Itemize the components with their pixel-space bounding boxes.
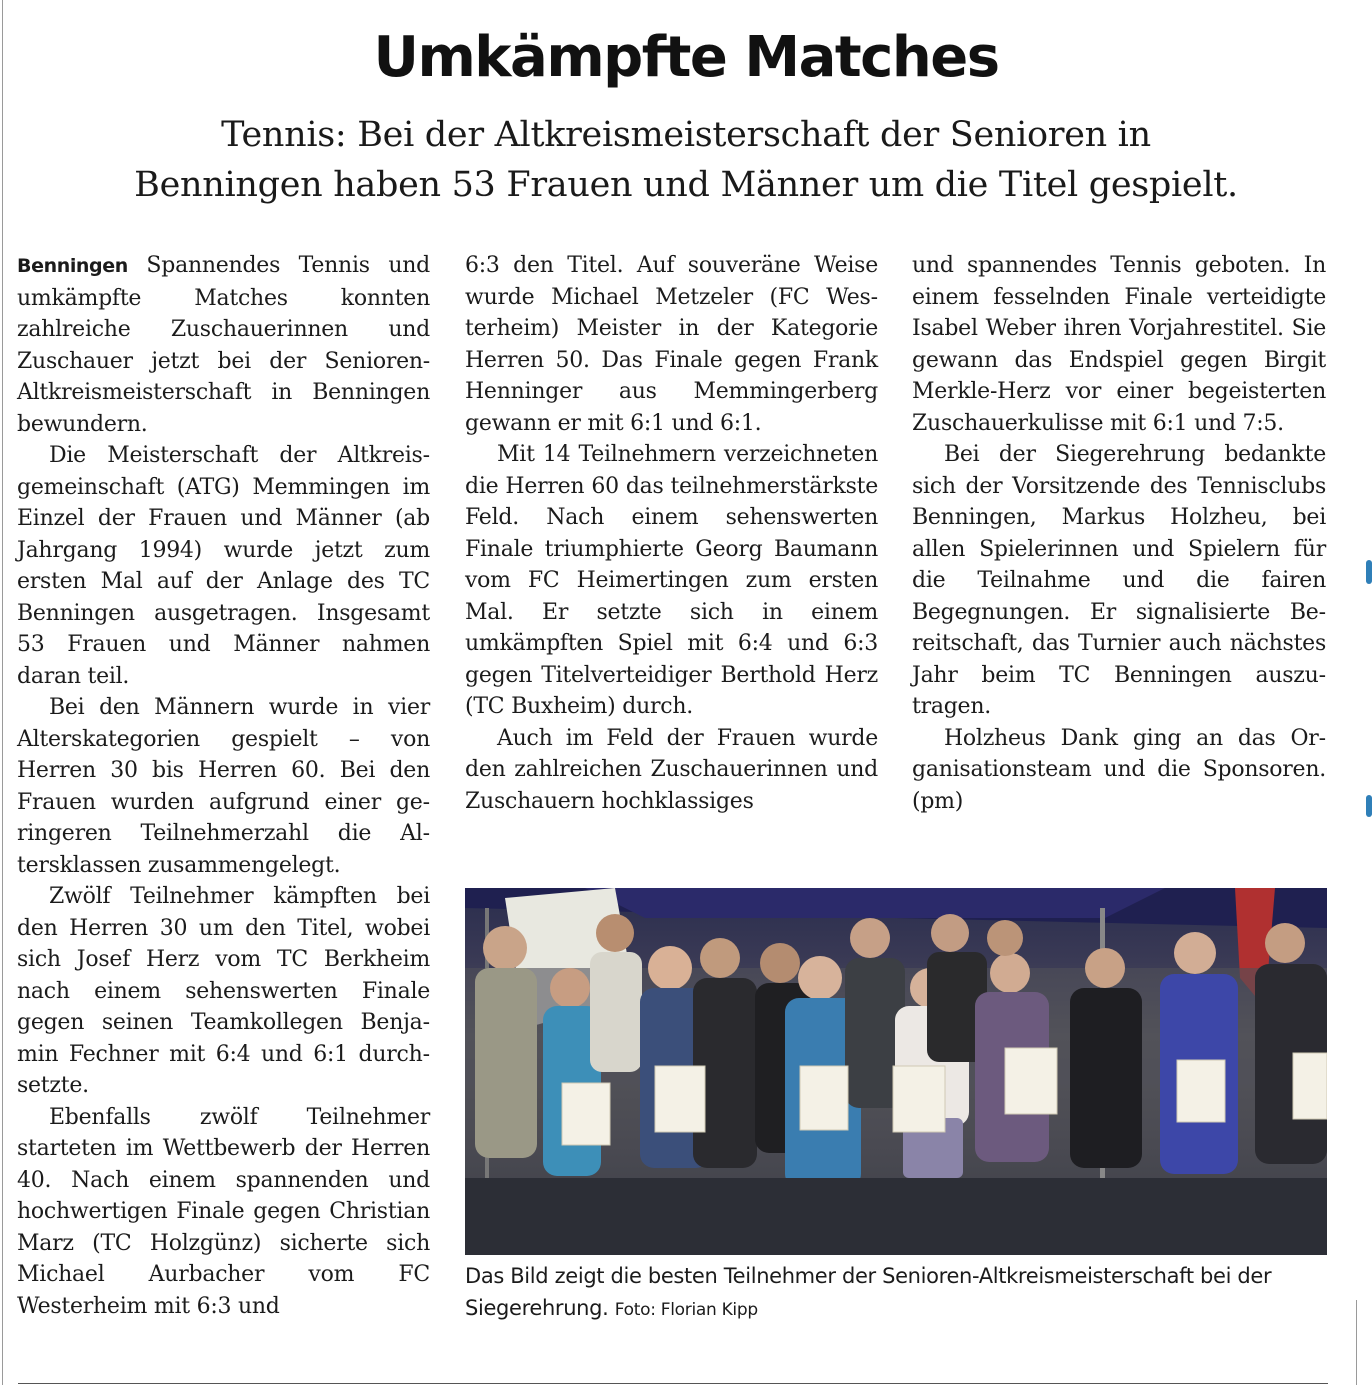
text-column-1 bbox=[17, 250, 430, 1322]
paragraph: Zwölf Teilnehmer kämpften bei den Herren 30 um den Titel, wobei sich Josef Herz vom TC Berkheim nach einem sehenswerten Finale gegen seinen Teamkollegen Benjamin Fechner mit 6:4 und 6:1 durchsetzte. bbox=[17, 884, 430, 1098]
subtitle-line-2: Benningen haben 53 Frauen und Männer um die Titel gespielt. bbox=[134, 165, 1238, 205]
text-column-3 bbox=[912, 250, 1326, 817]
paragraph: Auch im Feld der Frauen wurde den zahlreichen Zuschauerinnen und Zuschauern hochklassiges bbox=[465, 725, 878, 814]
group-photo-icon bbox=[465, 888, 1327, 1255]
headline: Umkämpfte Matches bbox=[373, 25, 999, 90]
paragraph: Die Meisterschaft der Altkreisgemeinschaft (ATG) Memmingen im Einzel der Frauen und Männer (ab Jahrgang 1994) wurde jetzt zum ersten Mal auf der Anlage des TC Benningen ausgetragen. Insgesamt 53 Frauen und Männer nahmen daran teil. bbox=[17, 443, 430, 689]
dateline: Benningen bbox=[17, 255, 128, 277]
paragraph-text: Spannendes Tennis und umkämpfte Matches konnten zahlreiche Zuschauerinnen und Zuschauer jetzt bei der Senioren-Altkreismeisterschaft in Benningen bewundern. bbox=[17, 253, 431, 437]
text-column-2 bbox=[465, 250, 878, 817]
photo-illustration bbox=[465, 888, 1327, 1255]
subtitle-line-1: Tennis: Bei der Altkreismeisterschaft der Senioren in bbox=[221, 115, 1151, 155]
left-border-rule bbox=[2, 0, 3, 1385]
caption-text: Das Bild zeigt die besten Teilnehmer der Senioren-Altkreismeisterschaft bei der Siegerehrung. bbox=[465, 1264, 1272, 1320]
paragraph: Mit 14 Teilnehmern verzeichneten die Herren 60 das teilnehmerstärkste Feld. Nach einem sehenswerten Finale triumphierte Georg Baumann vom FC Heimertingen zum ersten Mal. Er setzte sich in einem umkämpften Spiel mit 6:4 und 6:3 gegen Titelverteidiger Berthold Herz (TC Buxheim) durch. bbox=[465, 442, 878, 719]
paragraph: 6:3 den Titel. Auf souveräne Weise wurde Michael Metzeler (FC Westerheim) Meister in der Kategorie Herren 50. Das Finale gegen Frank Henninger aus Memmingerberg gewann er mit 6:1 und 6:1. bbox=[465, 253, 878, 436]
edge-mark bbox=[1366, 560, 1372, 584]
paragraph: und spannendes Tennis geboten. In einem fesselnden Finale verteidigte Isabel Weber ihren Vorjahrestitel. Sie gewann das Endspiel gegen Birgit Merkle-Herz vor einer begeisterten Zuschauerkulisse mit 6:1 und 7:5. bbox=[912, 253, 1326, 436]
paragraph: Bei der Siegerehrung bedankte sich der Vorsitzende des Tennisclubs Benningen, Markus Holzheu, bei allen Spielerinnen und Spielern für die Teilnahme und die fairen Begegnungen. Er signalisierte Bereitschaft, das Turnier auch nächstes Jahr beim TC Benningen auszutragen. bbox=[912, 442, 1326, 719]
paragraph: Ebenfalls zwölf Teilnehmer starteten im Wettbewerb der Herren 40. Nach einem spannenden und hochwertigen Finale gegen Christian Marz (TC Holzgünz) sicherte sich Michael Aurbacher vom FC Westerheim mit 6:3 und bbox=[17, 1104, 430, 1319]
paragraph: Holzheus Dank ging an das Organisationsteam und die Sponsoren. (pm) bbox=[912, 725, 1326, 814]
subtitle bbox=[40, 110, 1332, 210]
paragraph: Bei den Männern wurde in vier Alterskategorien gespielt – von Herren 30 bis Herren 60. Bei den Frauen wurden aufgrund einer geringeren Teilnehmerzahl die Altersklassen zusammengelegt. bbox=[17, 695, 430, 878]
right-border-rule bbox=[1356, 1300, 1357, 1385]
photo-credit: Foto: Florian Kipp bbox=[614, 1300, 758, 1320]
bottom-rule bbox=[18, 1383, 1328, 1384]
paragraph bbox=[17, 250, 430, 440]
edge-mark bbox=[1366, 795, 1372, 817]
photo-caption bbox=[465, 1260, 1335, 1326]
